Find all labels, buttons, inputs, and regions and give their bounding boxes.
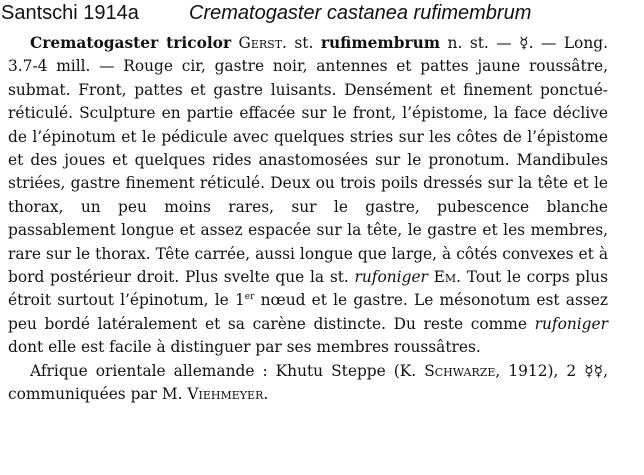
locality-end: . (263, 385, 269, 404)
author-em: Em. (427, 268, 462, 287)
author-year: Santschi 1914a (1, 2, 139, 24)
ordinal-sup: er (244, 292, 255, 303)
description-text (8, 32, 608, 407)
species-name: Crematogaster tricolor (30, 34, 232, 52)
rufoniger-ref-2: rufoniger (534, 314, 608, 333)
author-gerst: Gerst. (238, 34, 287, 52)
description-main: n. st. — ☿. — Long. 3.7-4 mill. — Rouge cir, gastre noir, antennes et pattes jaune roussâtre, submat. Front, pattes et gastre luisants. Densément et finement ponctué-réticulé. Sculpture en partie effacée sur le front, l’épistome, la face déclive de l’épinotum et le pédicule avec quelques stries sur les côtes de l’épistome et des joues et quelques rides anastomosées sur le pronotum. Mandibules striées, gastre finement réticulé. Deux ou trois poils dressés sur la tête et le thorax, un peu moins rares, sur le gastre, pubescence blanche passablement longue et assez espacée sur la tête, le gastre et les membres, rare sur le thorax. Tête carrée, aussi longue que large, à côtés convexes et à bord postérieur droit. Plus svelte que la st. (8, 34, 608, 287)
description-mid: Tout le corps plus étroit surtout l’épinotum, le 1 (8, 268, 608, 310)
description-mid2: nœud et le gastre. Le mésonotum est assez peu bordé latéralement et sa carène distincte. Du reste comme (8, 291, 608, 333)
page-header (0, 2, 640, 28)
rufoniger-ref: rufoniger (354, 268, 428, 287)
subspecies-name: rufimembrum (320, 34, 441, 52)
locality-paragraph (8, 360, 608, 407)
description-paragraph (8, 32, 608, 360)
locality-text: Afrique orientale allemande : Khutu Steppe (K. (30, 361, 425, 380)
description-end: dont elle est facile à distinguer par ses membres roussâtres. (8, 338, 481, 357)
collector-name: Schwarze (424, 361, 496, 380)
taxon-name: Crematogaster castanea rufimembrum (189, 2, 532, 24)
communicator-name: Viehmeyer (187, 385, 264, 404)
st-label: st. (286, 34, 321, 52)
locality-text-2: , 1912), 2 ☿☿, communiquées par M. (8, 361, 608, 404)
